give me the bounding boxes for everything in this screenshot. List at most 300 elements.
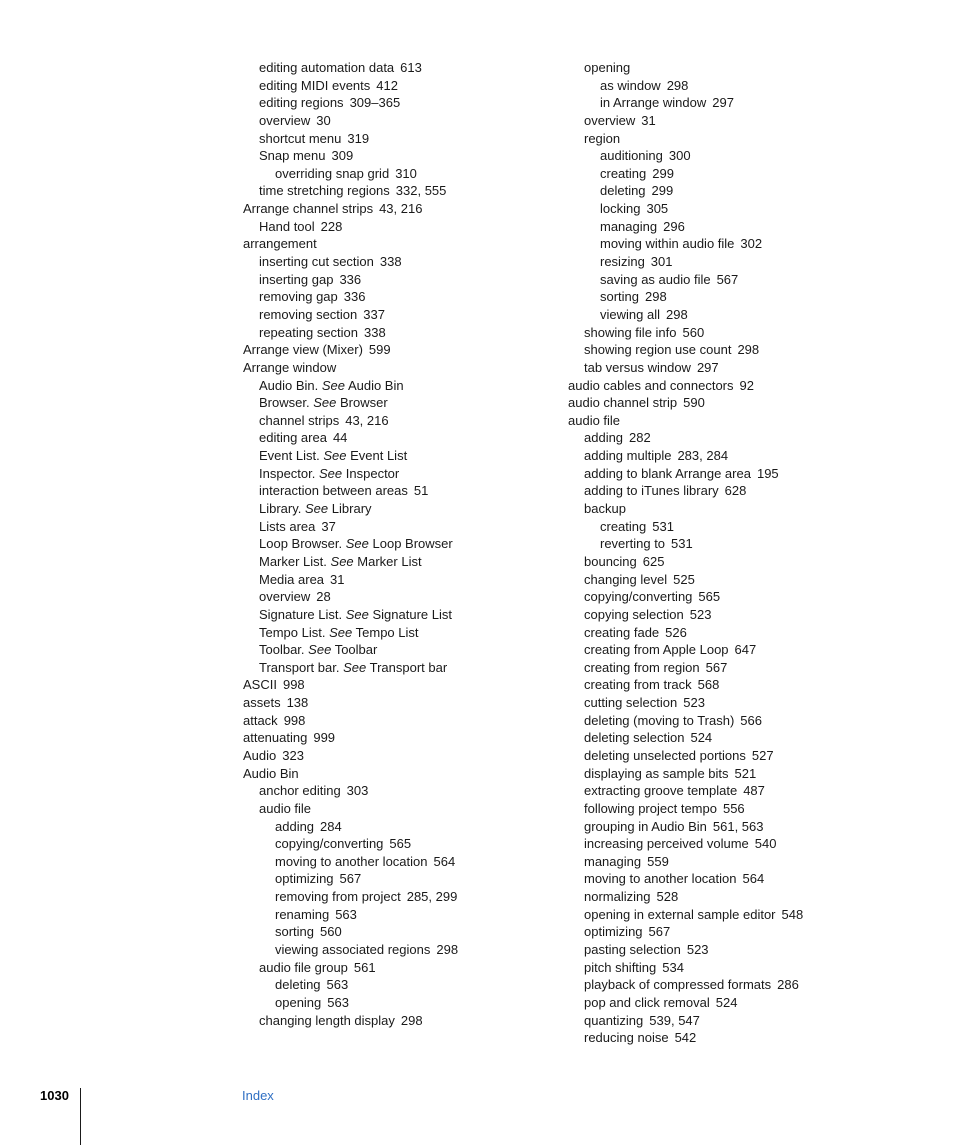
page-reference: 319 bbox=[347, 130, 370, 146]
index-entry bbox=[568, 165, 868, 183]
index-entry bbox=[568, 694, 868, 712]
index-entry bbox=[568, 235, 868, 253]
index-term: normalizing bbox=[584, 889, 651, 905]
index-term: sorting bbox=[600, 289, 640, 305]
page-reference: 337 bbox=[363, 306, 385, 322]
index-term: overview bbox=[259, 589, 311, 605]
index-entry bbox=[568, 412, 868, 430]
index-entry bbox=[243, 412, 543, 430]
index-entry bbox=[243, 482, 543, 500]
index-term: auditioning bbox=[600, 148, 663, 164]
index-term: optimizing bbox=[275, 871, 334, 887]
index-entry bbox=[243, 200, 543, 218]
page-reference: 563 bbox=[335, 906, 357, 922]
index-term: showing file info bbox=[584, 324, 677, 340]
index-entry bbox=[568, 500, 868, 518]
index-term: creating from region bbox=[584, 659, 700, 675]
index-entry bbox=[568, 429, 868, 447]
index-entry bbox=[243, 835, 543, 853]
page-reference: 564 bbox=[742, 871, 765, 887]
page-reference: 540 bbox=[754, 836, 777, 852]
page-reference: 282 bbox=[629, 430, 651, 446]
page-reference: 298 bbox=[645, 289, 667, 305]
index-term: Audio Bin bbox=[243, 765, 299, 781]
page-reference: 336 bbox=[343, 289, 366, 305]
index-entry bbox=[243, 165, 543, 183]
page-reference: 525 bbox=[673, 571, 695, 587]
index-entry bbox=[568, 906, 868, 924]
section-title: Index bbox=[242, 1088, 274, 1103]
index-term: adding bbox=[584, 430, 624, 446]
index-term: in Arrange window bbox=[600, 95, 707, 111]
index-entry bbox=[568, 782, 868, 800]
index-term: increasing perceived volume bbox=[584, 836, 749, 852]
index-term: channel strips bbox=[259, 412, 340, 428]
index-entry bbox=[568, 200, 868, 218]
index-term: Hand tool bbox=[259, 218, 315, 234]
index-term: moving within audio file bbox=[600, 236, 735, 252]
index-term: Event List. bbox=[259, 448, 320, 464]
page-reference: 542 bbox=[674, 1030, 697, 1046]
page-reference: 566 bbox=[740, 712, 762, 728]
see-reference-target: Inspector bbox=[345, 465, 400, 481]
index-term: tab versus window bbox=[584, 359, 691, 375]
page-reference: 531 bbox=[652, 518, 674, 534]
page-reference: 563 bbox=[326, 977, 349, 993]
index-entry bbox=[568, 112, 868, 130]
index-entry bbox=[568, 394, 868, 412]
index-term: resizing bbox=[600, 254, 645, 270]
page-reference: 556 bbox=[722, 800, 745, 816]
page-reference: 300 bbox=[668, 148, 691, 164]
index-entry bbox=[243, 394, 543, 412]
page-reference: 412 bbox=[376, 77, 398, 93]
index-entry bbox=[568, 624, 868, 642]
index-term: ASCII bbox=[243, 677, 277, 693]
index-entry bbox=[568, 870, 868, 888]
see-reference-target: Signature List bbox=[372, 606, 452, 622]
page-reference: 309–365 bbox=[349, 95, 401, 111]
index-term: overview bbox=[259, 112, 311, 128]
index-term: opening in external sample editor bbox=[584, 906, 776, 922]
index-entry bbox=[568, 606, 868, 624]
index-entry bbox=[243, 77, 543, 95]
see-reference-target: Audio Bin bbox=[347, 377, 404, 393]
index-term: creating from track bbox=[584, 677, 692, 693]
index-term: Inspector. bbox=[259, 465, 316, 481]
page-reference: 613 bbox=[400, 60, 422, 75]
index-term: playback of compressed formats bbox=[584, 977, 772, 993]
index-entry bbox=[243, 659, 543, 677]
index-term: Browser. bbox=[259, 395, 310, 411]
index-entry bbox=[243, 500, 543, 518]
index-entry bbox=[243, 377, 543, 395]
see-reference-label: See bbox=[323, 448, 347, 464]
index-term: backup bbox=[584, 501, 626, 517]
index-entry bbox=[568, 659, 868, 677]
index-term: deleting unselected portions bbox=[584, 747, 746, 763]
index-entry bbox=[568, 818, 868, 836]
index-entry bbox=[568, 941, 868, 959]
page-reference: 568 bbox=[697, 677, 720, 693]
index-entry bbox=[568, 535, 868, 553]
index-entry bbox=[243, 288, 543, 306]
index-term: Arrange channel strips bbox=[243, 201, 374, 217]
index-entry bbox=[568, 676, 868, 694]
index-term: overview bbox=[584, 112, 636, 128]
index-term: removing gap bbox=[259, 289, 338, 305]
index-entry bbox=[568, 888, 868, 906]
index-term: Arrange view (Mixer) bbox=[243, 342, 363, 358]
index-term: showing region use count bbox=[584, 342, 732, 358]
page-reference: 567 bbox=[716, 271, 739, 287]
index-term: editing automation data bbox=[259, 60, 395, 75]
page-reference: 286 bbox=[777, 977, 799, 993]
page-reference: 298 bbox=[436, 942, 459, 958]
page-reference: 528 bbox=[656, 889, 679, 905]
index-entry bbox=[243, 588, 543, 606]
index-entry bbox=[568, 253, 868, 271]
page-reference: 299 bbox=[651, 183, 674, 199]
page-reference: 999 bbox=[313, 730, 336, 746]
index-term: time stretching regions bbox=[259, 183, 390, 199]
page-reference: 228 bbox=[320, 218, 343, 234]
index-term: audio file bbox=[568, 412, 621, 428]
page-reference: 998 bbox=[283, 712, 306, 728]
index-entry bbox=[243, 800, 543, 818]
index-term: Marker List. bbox=[259, 553, 327, 569]
page-number: 1030 bbox=[40, 1088, 69, 1103]
see-reference-target: Tempo List bbox=[355, 624, 419, 640]
index-term: managing bbox=[600, 218, 658, 234]
index-entry bbox=[243, 324, 543, 342]
see-reference-target: Loop Browser bbox=[372, 536, 453, 552]
index-term: saving as audio file bbox=[600, 271, 711, 287]
page-reference: 628 bbox=[724, 483, 747, 499]
page-reference: 998 bbox=[282, 677, 305, 693]
index-entry bbox=[568, 835, 868, 853]
index-term: creating bbox=[600, 165, 647, 181]
page-reference: 310 bbox=[395, 165, 417, 181]
index-term: repeating section bbox=[259, 324, 359, 340]
index-entry bbox=[568, 447, 868, 465]
index-entry bbox=[568, 765, 868, 783]
page-reference: 548 bbox=[781, 906, 804, 922]
page-reference: 523 bbox=[686, 942, 709, 958]
index-term: region bbox=[584, 130, 621, 146]
page-reference: 527 bbox=[751, 747, 774, 763]
index-entry bbox=[568, 94, 868, 112]
index-term: moving to another location bbox=[275, 853, 428, 869]
index-entry bbox=[243, 429, 543, 447]
page-reference: 524 bbox=[690, 730, 713, 746]
index-term: deleting bbox=[275, 977, 321, 993]
page-reference: 309 bbox=[331, 148, 354, 164]
index-term: removing section bbox=[259, 306, 358, 322]
index-entry bbox=[243, 465, 543, 483]
index-term: editing MIDI events bbox=[259, 77, 371, 93]
page-reference: 301 bbox=[650, 254, 673, 270]
index-term: pitch shifting bbox=[584, 959, 657, 975]
see-reference-label: See bbox=[345, 606, 369, 622]
index-entry bbox=[568, 571, 868, 589]
index-entry bbox=[243, 59, 543, 77]
see-reference-label: See bbox=[319, 465, 343, 481]
page-reference: 302 bbox=[740, 236, 763, 252]
page-reference: 31 bbox=[641, 112, 656, 128]
page-reference: 534 bbox=[662, 959, 684, 975]
index-entry bbox=[243, 341, 543, 359]
page-reference: 561 bbox=[353, 959, 376, 975]
index-term: renaming bbox=[275, 906, 330, 922]
page-reference: 51 bbox=[413, 483, 429, 499]
index-entry bbox=[568, 482, 868, 500]
index-entry bbox=[568, 923, 868, 941]
index-term: Loop Browser. bbox=[259, 536, 343, 552]
index-entry bbox=[568, 288, 868, 306]
index-term: attenuating bbox=[243, 730, 308, 746]
index-term: removing from project bbox=[275, 889, 401, 905]
index-term: Transport bar. bbox=[259, 659, 340, 675]
page-reference: 563 bbox=[327, 994, 349, 1010]
index-term: arrangement bbox=[243, 236, 317, 252]
page-reference: 523 bbox=[689, 606, 712, 622]
index-column-right bbox=[568, 59, 868, 1047]
index-entry bbox=[568, 641, 868, 659]
index-term: shortcut menu bbox=[259, 130, 342, 146]
index-term: Audio bbox=[243, 747, 277, 763]
index-term: bouncing bbox=[584, 553, 637, 569]
see-reference-label: See bbox=[345, 536, 369, 552]
index-term: editing regions bbox=[259, 95, 344, 111]
index-entry bbox=[568, 147, 868, 165]
index-entry bbox=[568, 306, 868, 324]
page-reference: 298 bbox=[666, 77, 689, 93]
page-reference: 539, 547 bbox=[649, 1012, 700, 1028]
see-reference-label: See bbox=[305, 501, 329, 517]
page-reference: 297 bbox=[696, 359, 719, 375]
index-term: Tempo List. bbox=[259, 624, 326, 640]
index-entry bbox=[243, 447, 543, 465]
page-reference: 299 bbox=[652, 165, 674, 181]
index-term: pop and click removal bbox=[584, 994, 710, 1010]
page-reference: 303 bbox=[346, 783, 369, 799]
index-term: inserting gap bbox=[259, 271, 334, 287]
index-entry bbox=[568, 341, 868, 359]
page-reference: 565 bbox=[698, 589, 721, 605]
index-term: optimizing bbox=[584, 924, 643, 940]
index-entry bbox=[243, 606, 543, 624]
page-reference: 560 bbox=[320, 924, 342, 940]
page-reference: 323 bbox=[282, 747, 304, 763]
page-reference: 332, 555 bbox=[395, 183, 447, 199]
index-term: changing level bbox=[584, 571, 668, 587]
index-term: assets bbox=[243, 695, 281, 711]
page-reference: 561, 563 bbox=[712, 818, 764, 834]
see-reference-target: Transport bar bbox=[369, 659, 448, 675]
index-entry bbox=[243, 729, 543, 747]
index-term: interaction between areas bbox=[259, 483, 408, 499]
index-entry bbox=[243, 888, 543, 906]
index-term: inserting cut section bbox=[259, 254, 374, 270]
index-term: deleting bbox=[600, 183, 646, 199]
page-reference: 567 bbox=[648, 924, 671, 940]
page-reference: 567 bbox=[705, 659, 728, 675]
index-entry bbox=[568, 130, 868, 148]
index-term: adding multiple bbox=[584, 448, 672, 464]
index-term: Lists area bbox=[259, 518, 316, 534]
see-reference-target: Library bbox=[331, 501, 372, 517]
index-entry bbox=[568, 976, 868, 994]
index-entry bbox=[243, 853, 543, 871]
index-entry bbox=[568, 465, 868, 483]
page-reference: 195 bbox=[756, 465, 779, 481]
page-reference: 31 bbox=[330, 571, 345, 587]
index-entry bbox=[243, 535, 543, 553]
index-term: overriding snap grid bbox=[275, 165, 390, 181]
page-reference: 625 bbox=[642, 553, 665, 569]
page-reference: 296 bbox=[663, 218, 685, 234]
page-reference: 559 bbox=[647, 853, 669, 869]
page-reference: 298 bbox=[400, 1012, 423, 1028]
page-reference: 338 bbox=[379, 254, 402, 270]
index-term: creating bbox=[600, 518, 647, 534]
page-reference: 298 bbox=[737, 342, 760, 358]
index-term: displaying as sample bits bbox=[584, 765, 729, 781]
index-term: attack bbox=[243, 712, 278, 728]
index-entry bbox=[568, 77, 868, 95]
index-entry bbox=[243, 1012, 543, 1030]
index-term: anchor editing bbox=[259, 783, 341, 799]
page-reference: 521 bbox=[734, 765, 757, 781]
see-reference-target: Event List bbox=[350, 448, 408, 464]
page-reference: 564 bbox=[433, 853, 456, 869]
index-entry bbox=[243, 976, 543, 994]
index-term: audio cables and connectors bbox=[568, 377, 734, 393]
page-reference: 338 bbox=[364, 324, 386, 340]
index-term: audio file bbox=[259, 800, 312, 816]
index-term: audio channel strip bbox=[568, 395, 678, 411]
index-entry bbox=[243, 941, 543, 959]
index-entry bbox=[243, 747, 543, 765]
index-entry bbox=[568, 553, 868, 571]
index-entry bbox=[568, 218, 868, 236]
index-entry bbox=[568, 1012, 868, 1030]
index-term: Arrange window bbox=[243, 359, 337, 375]
index-term: sorting bbox=[275, 924, 315, 940]
index-term: opening bbox=[584, 60, 631, 75]
index-entry bbox=[243, 694, 543, 712]
index-term: opening bbox=[275, 994, 322, 1010]
index-entry bbox=[568, 712, 868, 730]
see-reference-target: Browser bbox=[339, 395, 388, 411]
index-entry bbox=[568, 271, 868, 289]
index-entry bbox=[568, 59, 868, 77]
footer-divider bbox=[80, 1088, 81, 1145]
index-entry bbox=[568, 377, 868, 395]
index-term: reverting to bbox=[600, 536, 666, 552]
index-term: viewing associated regions bbox=[275, 942, 431, 958]
page-reference: 30 bbox=[316, 112, 331, 128]
page-reference: 37 bbox=[321, 518, 336, 534]
index-entry bbox=[243, 94, 543, 112]
index-term: audio file group bbox=[259, 959, 348, 975]
index-entry bbox=[243, 641, 543, 659]
page-reference: 526 bbox=[665, 624, 687, 640]
page-reference: 43, 216 bbox=[345, 412, 389, 428]
index-entry bbox=[568, 959, 868, 977]
index-entry bbox=[568, 1029, 868, 1047]
page-reference: 531 bbox=[671, 536, 693, 552]
page-reference: 44 bbox=[332, 430, 348, 446]
index-entry bbox=[243, 182, 543, 200]
page-reference: 565 bbox=[389, 836, 412, 852]
index-term: Toolbar. bbox=[259, 642, 305, 658]
index-term: locking bbox=[600, 201, 641, 217]
index-entry bbox=[243, 765, 543, 783]
page-reference: 524 bbox=[715, 994, 738, 1010]
index-term: Library. bbox=[259, 501, 302, 517]
index-entry bbox=[243, 271, 543, 289]
page-reference: 567 bbox=[339, 871, 362, 887]
index-term: Signature List. bbox=[259, 606, 343, 622]
index-term: deleting (moving to Trash) bbox=[584, 712, 735, 728]
index-term: managing bbox=[584, 853, 642, 869]
see-reference-label: See bbox=[343, 659, 367, 675]
index-term: copying/converting bbox=[275, 836, 384, 852]
index-entry bbox=[568, 324, 868, 342]
index-entry bbox=[243, 676, 543, 694]
page-reference: 298 bbox=[665, 306, 688, 322]
index-entry bbox=[243, 306, 543, 324]
page-reference: 487 bbox=[743, 783, 765, 799]
index-entry bbox=[243, 870, 543, 888]
see-reference-label: See bbox=[330, 553, 354, 569]
index-term: Snap menu bbox=[259, 148, 326, 164]
index-entry bbox=[243, 359, 543, 377]
index-entry bbox=[243, 553, 543, 571]
index-entry bbox=[243, 624, 543, 642]
page-reference: 560 bbox=[682, 324, 705, 340]
index-entry bbox=[243, 906, 543, 924]
page-reference: 599 bbox=[368, 342, 391, 358]
index-term: extracting groove template bbox=[584, 783, 738, 799]
index-entry bbox=[243, 923, 543, 941]
see-reference-label: See bbox=[329, 624, 353, 640]
index-entry bbox=[568, 359, 868, 377]
index-term: deleting selection bbox=[584, 730, 685, 746]
page-reference: 285, 299 bbox=[406, 889, 458, 905]
page-reference: 647 bbox=[734, 642, 757, 658]
page-reference: 297 bbox=[712, 95, 734, 111]
index-entry bbox=[568, 588, 868, 606]
index-term: cutting selection bbox=[584, 695, 678, 711]
index-term: creating from Apple Loop bbox=[584, 642, 729, 658]
page-reference: 138 bbox=[286, 695, 309, 711]
page-reference: 590 bbox=[683, 395, 705, 411]
index-entry bbox=[568, 729, 868, 747]
index-term: quantizing bbox=[584, 1012, 644, 1028]
index-term: creating fade bbox=[584, 624, 660, 640]
see-reference-label: See bbox=[321, 377, 346, 393]
index-entry bbox=[243, 518, 543, 536]
index-entry bbox=[243, 818, 543, 836]
index-term: following project tempo bbox=[584, 800, 717, 816]
index-term: moving to another location bbox=[584, 871, 737, 887]
see-reference-target: Toolbar bbox=[334, 642, 378, 658]
index-term: adding to blank Arrange area bbox=[584, 465, 751, 481]
index-term: pasting selection bbox=[584, 942, 681, 958]
